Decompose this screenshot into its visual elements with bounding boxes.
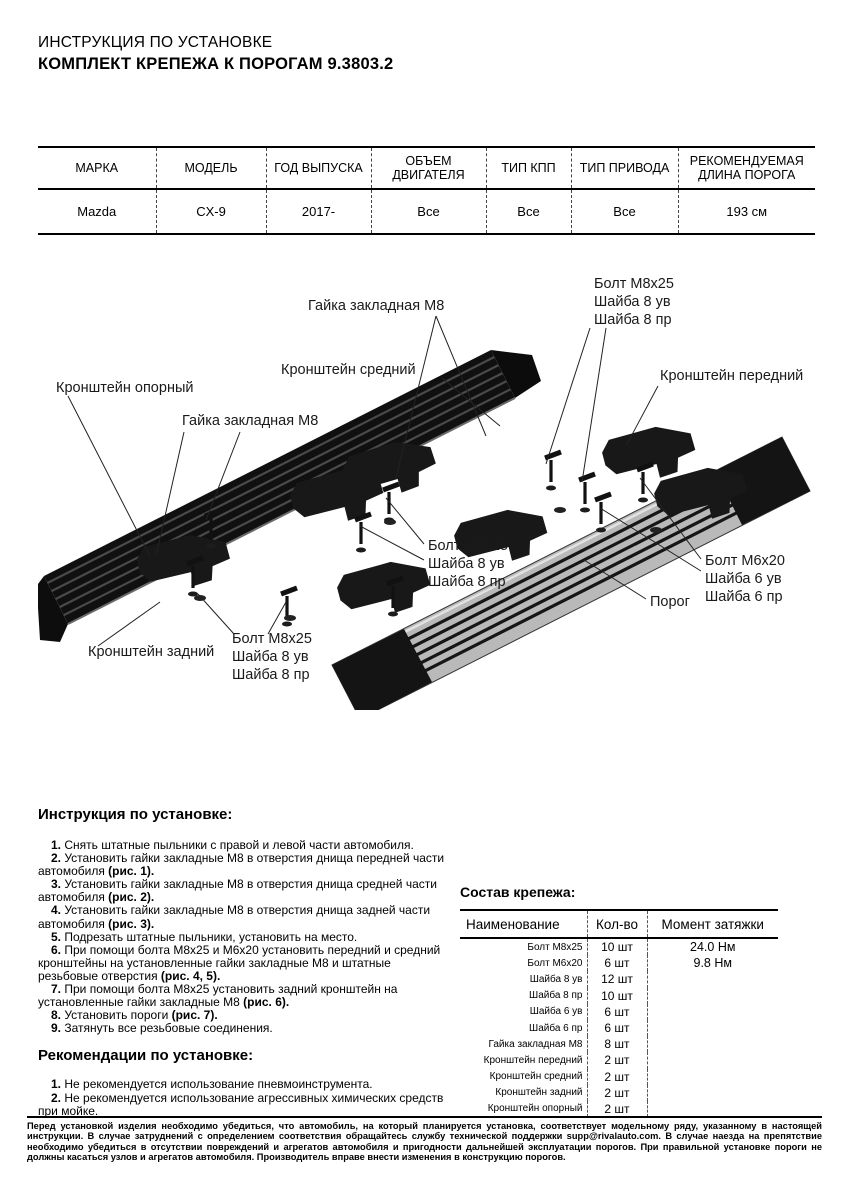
step-text: Не рекомендуется использование агрессивных химических средств при мойке. — [38, 1090, 444, 1118]
step-text: Не рекомендуется использование пневмоинструмента. — [64, 1077, 373, 1092]
washer-icon — [650, 527, 662, 533]
vehicle-col-header: ТИП ПРИВОДА — [571, 147, 678, 189]
installation-diagram — [38, 268, 816, 710]
parts-row — [460, 971, 778, 987]
step-text: Установить пороги — [64, 1008, 172, 1023]
leader-line — [360, 498, 424, 560]
leader-line — [98, 602, 160, 646]
part-torque — [647, 1004, 778, 1020]
label-bolt-m6x20: Болт М6х20 — [705, 553, 785, 569]
label-bolt-m8x25: Болт М8х25 — [594, 276, 674, 292]
step-text: Установить гайки закладные М8 в отверстия днища средней части автомобиля — [38, 877, 437, 905]
washer-icon — [554, 507, 566, 513]
part-qty: 2 шт — [587, 1101, 647, 1117]
parts-row — [460, 1020, 778, 1036]
vehicle-col-header: ТИП КПП — [486, 147, 571, 189]
label-washer8-uv: Шайба 8 ув — [232, 649, 309, 665]
vehicle-col-header: МАРКА — [38, 147, 156, 189]
recommendations-heading: Рекомендации по установке: — [38, 1047, 254, 1065]
instructions-heading: Инструкция по установке: — [38, 806, 233, 823]
step-text: При помощи болта М8х25 установить задний кронштейн на установленные гайки закладные М8 — [38, 982, 398, 1010]
instruction-step — [38, 904, 452, 930]
part-name: Кронштейн средний — [489, 1071, 583, 1083]
instruction-step — [38, 983, 452, 1009]
step-text: Снять штатные пыльники с правой и левой части автомобиля. — [64, 838, 414, 852]
part-name: Кронштейн опорный — [487, 1103, 583, 1115]
part-qty: 10 шт — [587, 988, 647, 1004]
part-torque — [647, 1101, 778, 1117]
parts-table — [460, 909, 778, 1117]
label-washer8-uv: Шайба 8 ув — [428, 556, 505, 572]
label-bolt-m8x25: Болт М8х25 — [232, 631, 312, 647]
part-qty: 2 шт — [587, 1069, 647, 1085]
part-torque — [647, 1069, 778, 1085]
part-qty: 6 шт — [587, 955, 647, 971]
part-qty: 12 шт — [587, 971, 647, 987]
instruction-step — [38, 1022, 452, 1035]
vehicle-value: Все — [571, 189, 678, 234]
parts-row — [460, 988, 778, 1004]
label-washer6-uv: Шайба 6 ув — [705, 571, 782, 587]
part-torque — [647, 1085, 778, 1101]
figure-ref: (рис. 7). — [171, 1008, 218, 1023]
label-bracket-support: Кронштейн опорный — [56, 380, 194, 396]
bracket-shape — [335, 558, 433, 618]
part-torque — [647, 1020, 778, 1036]
part-torque — [647, 1036, 778, 1052]
vehicle-col-header: ОБЪЕМ ДВИГАТЕЛЯ — [371, 147, 486, 189]
bracket-shape — [600, 423, 698, 483]
label-washer6-pr: Шайба 6 пр — [705, 589, 783, 605]
leader-line — [198, 594, 286, 634]
step-text: Установить гайки закладные М8 в отверстия днища передней части автомобиля — [38, 851, 445, 879]
figure-ref: (рис. 1). — [108, 864, 155, 879]
instructions-section — [38, 806, 452, 1118]
label-bracket-front: Кронштейн передний — [660, 368, 804, 384]
step-text: Затянуть все резьбовые соединения. — [64, 1021, 273, 1036]
part-name: Кронштейн передний — [483, 1054, 583, 1066]
vehicle-value: Все — [486, 189, 571, 234]
leader-line — [546, 328, 606, 482]
footer-disclaimer: Перед установкой изделия необходимо убедиться, что автомобиль, на который планируется установка, соответствует модельному ряду, указанному в настоящей инструкции. В случае затруднений с определением соответствия обращайтесь службу технической поддержки supp@rivalauto.com. В случае наезда на препятствие необходимо убедиться в отсутствии повреждений и агрегатов автомобиля и пригодности дальнейшей эксплуатации порогов. При правильной установке пороги не должны касаться узлов и агрегатов автомобиля. Производитель вправе внести изменения в конструкцию порогов. — [27, 1116, 822, 1163]
part-name: Гайка закладная М8 — [488, 1038, 583, 1050]
part-qty: 6 шт — [587, 1020, 647, 1036]
part-name: Шайба 8 пр — [529, 990, 583, 1002]
recommendation-item — [38, 1092, 452, 1118]
label-bracket-middle: Кронштейн средний — [281, 362, 416, 378]
part-torque: 24.0 Нм — [647, 938, 778, 955]
vehicle-col-header: ГОД ВЫПУСКА — [266, 147, 371, 189]
step-number: 2. — [51, 851, 62, 866]
label-washer8-pr: Шайба 8 пр — [594, 312, 672, 328]
parts-col-header: Момент затяжки — [647, 910, 778, 938]
step-number: 4. — [51, 903, 62, 918]
part-name: Болт М8х25 — [527, 941, 583, 953]
figure-ref: (рис. 6). — [243, 995, 290, 1010]
bolt-icon — [355, 514, 371, 553]
leader-line — [68, 396, 150, 556]
part-name: Кронштейн задний — [495, 1087, 583, 1099]
label-sill: Порог — [650, 594, 690, 610]
vehicle-table-header-row — [38, 147, 815, 189]
parts-row — [460, 1004, 778, 1020]
step-number: 2. — [51, 1090, 62, 1105]
part-qty: 2 шт — [587, 1052, 647, 1068]
label-bracket-rear: Кронштейн задний — [88, 644, 215, 660]
parts-table-header-row — [460, 910, 778, 938]
label-washer8-pr: Шайба 8 пр — [428, 574, 506, 590]
bolt-icon — [545, 452, 561, 491]
step-number: 8. — [51, 1008, 62, 1023]
bolt-icon — [637, 464, 653, 503]
parts-row — [460, 1069, 778, 1085]
part-torque — [647, 988, 778, 1004]
vehicle-value: CX-9 — [156, 189, 266, 234]
vehicle-value: 2017- — [266, 189, 371, 234]
part-qty: 2 шт — [587, 1085, 647, 1101]
bolt-icon — [383, 484, 399, 523]
part-name: Шайба 6 ув — [529, 1006, 583, 1018]
part-qty: 8 шт — [587, 1036, 647, 1052]
figure-ref: (рис. 2). — [108, 890, 155, 905]
washer-icon — [284, 615, 296, 621]
figure-ref: (рис. 3). — [108, 916, 155, 931]
parts-row — [460, 1085, 778, 1101]
label-nut-m8-top: Гайка закладная М8 — [308, 298, 445, 314]
parts-row — [460, 1101, 778, 1117]
part-qty: 10 шт — [587, 938, 647, 955]
parts-section — [460, 884, 816, 1117]
label-washer8-uv: Шайба 8 ув — [594, 294, 671, 310]
instruction-step — [38, 878, 452, 904]
vehicle-table-value-row — [38, 189, 815, 234]
part-name: Шайба 8 ув — [529, 973, 583, 985]
bolt-icon — [579, 474, 595, 513]
label-washer8-pr: Шайба 8 пр — [232, 667, 310, 683]
parts-row — [460, 1036, 778, 1052]
label-bolt-m8x25: Болт М8х25 — [428, 538, 508, 554]
part-qty: 6 шт — [587, 1004, 647, 1020]
instruction-step — [38, 944, 452, 983]
part-torque — [647, 971, 778, 987]
part-name: Шайба 6 пр — [529, 1022, 583, 1034]
parts-row — [460, 955, 778, 971]
step-number: 1. — [51, 838, 62, 852]
parts-col-header: Наименование — [460, 910, 587, 938]
document-subtitle: ИНСТРУКЦИЯ ПО УСТАНОВКЕ — [38, 34, 273, 51]
vehicle-value: Mazda — [38, 189, 156, 234]
vehicle-value: 193 см — [678, 189, 815, 234]
step-text: Установить гайки закладные М8 в отверстия днища задней части автомобиля — [38, 903, 431, 931]
step-number: 9. — [51, 1021, 62, 1036]
part-name: Болт М6х20 — [527, 957, 583, 969]
label-nut-m8-mid: Гайка закладная М8 — [182, 413, 319, 429]
vehicle-value: Все — [371, 189, 486, 234]
step-number: 5. — [51, 929, 62, 944]
vehicle-col-header: РЕКОМЕНДУЕМАЯ ДЛИНА ПОРОГА — [678, 147, 815, 189]
step-number: 6. — [51, 942, 62, 957]
part-torque — [647, 1052, 778, 1068]
parts-row — [460, 1052, 778, 1068]
step-text: При помощи болта М8х25 и М6х20 установить передний и средний кронштейны на установленные гайки закладные М8 и штатные резьбовые отверстия — [38, 942, 441, 983]
parts-col-header: Кол-во — [587, 910, 647, 938]
step-number: 7. — [51, 982, 62, 997]
vehicle-col-header: МОДЕЛЬ — [156, 147, 266, 189]
vehicle-table — [38, 146, 815, 235]
document-title: КОМПЛЕКТ КРЕПЕЖА К ПОРОГАМ 9.3803.2 — [38, 55, 394, 73]
washer-icon — [384, 519, 396, 525]
part-torque: 9.8 Нм — [647, 955, 778, 971]
step-number: 3. — [51, 877, 62, 892]
step-number: 1. — [51, 1077, 62, 1092]
parts-row — [460, 938, 778, 955]
step-text: Подрезать штатные пыльники, установить на место. — [64, 929, 358, 944]
figure-ref: (рис. 4, 5). — [160, 968, 221, 983]
title-block — [38, 34, 393, 74]
parts-heading: Состав крепежа: — [460, 884, 576, 900]
instruction-step — [38, 852, 452, 878]
